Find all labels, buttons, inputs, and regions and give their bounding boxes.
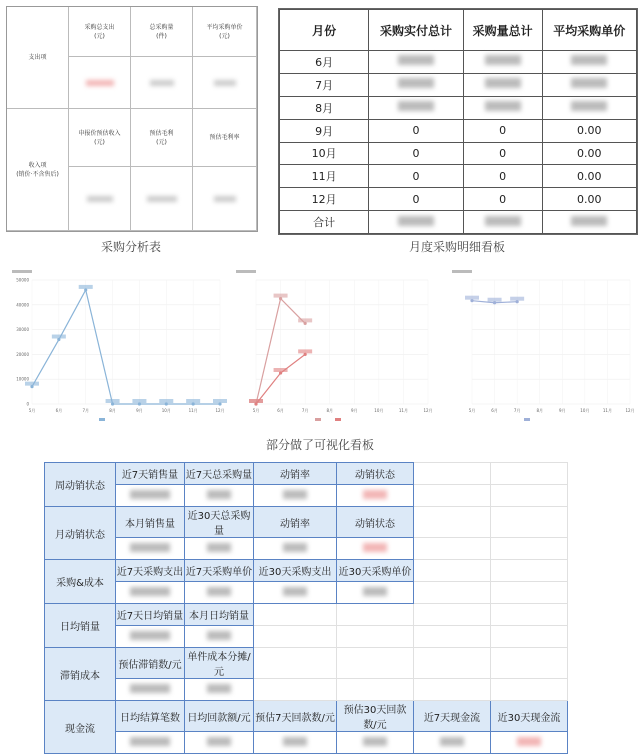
x-tick-label: 10月 [580, 408, 590, 413]
dashboard-row [45, 507, 568, 538]
redacted-value [130, 631, 170, 640]
y-tick-label: 10000 [16, 376, 29, 382]
income-value-profit [131, 167, 193, 231]
dashboard-metric-label: 动销率 [254, 507, 337, 538]
empty-cell [414, 560, 491, 582]
dashboard-metric-label: 近7天现金流 [414, 701, 491, 732]
col-header-month: 月份 [280, 10, 369, 51]
x-tick-label: 5月 [252, 408, 260, 413]
redacted-value [571, 78, 607, 88]
data-label-redacted [249, 399, 263, 403]
chart-title-placeholder [12, 270, 32, 273]
y-tick-label: 50000 [16, 277, 29, 283]
col-header-avg-price: 平均采购单价 [542, 10, 636, 51]
empty-cell [491, 648, 568, 679]
redacted-value [130, 684, 170, 693]
empty-cell [337, 604, 414, 626]
x-tick-label: 11月 [188, 408, 198, 413]
empty-cell [491, 679, 568, 701]
value-cell: 0 [369, 119, 463, 142]
dashboard-metric-value [337, 582, 414, 604]
dashboard-metric-label: 近30天采购支出 [254, 560, 337, 582]
dashboard-metric-value [185, 626, 254, 648]
inventory-dashboard [44, 462, 640, 735]
value-cell: 0 [369, 188, 463, 211]
monthly-row [280, 73, 637, 96]
dashboard-metric-value [116, 626, 185, 648]
value-cell [542, 73, 636, 96]
data-label-redacted [465, 296, 479, 300]
expense-header-total: 采购总支出 (元) [69, 7, 131, 57]
y-tick-label: 0 [26, 401, 29, 407]
expense-value-qty [131, 57, 193, 109]
dashboard-value-row [45, 626, 568, 648]
dashboard-metric-label: 近30天总采购量 [185, 507, 254, 538]
data-label-redacted [488, 298, 502, 302]
redacted-value [207, 490, 231, 499]
dashboard-metric-label: 近7天采购支出 [116, 560, 185, 582]
income-value-margin [193, 167, 257, 231]
x-tick-label: 8月 [109, 408, 116, 413]
redacted-value [130, 543, 170, 552]
dashboard-metric-label: 日均结算笔数 [116, 701, 185, 732]
dashboard-metric-value [116, 582, 185, 604]
dashboard-metric-value [185, 679, 254, 701]
dashboard-row-label: 现金流 [45, 701, 116, 754]
monthly-row [280, 51, 637, 74]
empty-cell [414, 626, 491, 648]
dashboard-metric-label: 预估7天回款数/元 [254, 701, 337, 732]
expense-value-total [69, 57, 131, 109]
redacted-value [207, 587, 231, 596]
expense-row-label: 支出项 [7, 7, 69, 109]
empty-cell [491, 626, 568, 648]
value-cell: 0 [369, 165, 463, 188]
month-cell: 10月 [280, 142, 369, 165]
dashboard-metric-value [116, 679, 185, 701]
dashboard-value-row [45, 679, 568, 701]
empty-cell [414, 485, 491, 507]
empty-cell [414, 648, 491, 679]
x-tick-label: 5月 [468, 408, 476, 413]
dashboard-metric-label: 近7天日均销量 [116, 604, 185, 626]
dashboard-row [45, 701, 568, 732]
dashboard-row [45, 463, 568, 485]
redacted-value [130, 587, 170, 596]
legend-swatch [315, 418, 321, 421]
empty-cell [414, 538, 491, 560]
empty-cell [337, 626, 414, 648]
redacted-value [283, 543, 307, 552]
value-cell: 0 [463, 188, 542, 211]
chart-title-placeholder [452, 270, 472, 273]
dashboard-metric-value [116, 538, 185, 560]
month-cell: 8月 [280, 96, 369, 119]
empty-cell [491, 582, 568, 604]
dashboard-metric-value [185, 485, 254, 507]
monthly-header-row [280, 10, 637, 51]
x-tick-label: 7月 [301, 408, 309, 413]
legend-swatch [335, 418, 341, 421]
dashboard-metric-value [116, 732, 185, 754]
dashboard-metric-label: 近7天总采购量 [185, 463, 254, 485]
empty-cell [414, 604, 491, 626]
redacted-value [207, 737, 231, 746]
redacted-value [517, 737, 541, 746]
data-label-redacted [106, 399, 120, 403]
dashboard-metric-label: 近7天采购单价 [185, 560, 254, 582]
redacted-value [283, 490, 307, 499]
monthly-row [280, 142, 637, 165]
empty-cell [337, 648, 414, 679]
empty-cell [254, 626, 337, 648]
empty-cell [254, 604, 337, 626]
income-row-label: 收入项 (销价·不含售后) [7, 109, 69, 231]
dashboard-metric-value [254, 485, 337, 507]
expense-value-unit-price [193, 57, 257, 109]
dashboard-value-row [45, 582, 568, 604]
redacted-value [363, 737, 387, 746]
total-value [369, 211, 463, 234]
month-cell: 11月 [280, 165, 369, 188]
dashboard-metric-value [414, 732, 491, 754]
value-cell [369, 73, 463, 96]
dashboard-value-row [45, 538, 568, 560]
monthly-row [280, 165, 637, 188]
x-tick-label: 6月 [55, 408, 63, 413]
dashboard-row [45, 560, 568, 582]
redacted-value [207, 543, 231, 552]
x-tick-label: 5月 [28, 408, 36, 413]
income-header-revenue: 申报价预估收入 (元) [69, 109, 131, 167]
redacted-value [571, 101, 607, 111]
empty-cell [414, 679, 491, 701]
data-label-redacted [186, 399, 200, 403]
value-cell [463, 51, 542, 74]
dashboard-metric-label: 近30天采购单价 [337, 560, 414, 582]
expense-header-qty: 总采购量 (件) [131, 7, 193, 57]
value-cell [542, 51, 636, 74]
redacted-value [485, 216, 521, 226]
y-tick-label: 40000 [16, 302, 29, 308]
value-cell: 0 [463, 119, 542, 142]
month-cell: 7月 [280, 73, 369, 96]
income-header-profit: 预估毛利 (元) [131, 109, 193, 167]
expense-header-unit-price: 平均采购单价 (元) [193, 7, 257, 57]
value-cell [542, 96, 636, 119]
value-cell: 0.00 [542, 188, 636, 211]
redacted-value [130, 737, 170, 746]
total-value [542, 211, 636, 234]
redacted-value [571, 55, 607, 65]
value-cell: 0.00 [542, 119, 636, 142]
charts-caption: 部分做了可视化看板 [265, 438, 374, 452]
legend-swatch [99, 418, 105, 421]
chart-title-placeholder [236, 270, 256, 273]
x-tick-label: 12月 [625, 408, 635, 413]
value-cell: 0 [463, 142, 542, 165]
total-value [463, 211, 542, 234]
x-tick-label: 8月 [326, 408, 333, 413]
y-tick-label: 30000 [16, 327, 29, 333]
redacted-value [363, 490, 387, 499]
data-label-redacted [79, 285, 93, 289]
redacted-value [130, 490, 170, 499]
dashboard-metric-label: 预估滞销数/元 [116, 648, 185, 679]
dashboard-metric-label: 日均回款额/元 [185, 701, 254, 732]
col-header-paid-total: 采购实付总计 [369, 10, 463, 51]
value-cell: 0 [463, 165, 542, 188]
x-tick-label: 7月 [513, 408, 521, 413]
data-label-redacted [25, 382, 39, 386]
monthly-row [280, 119, 637, 142]
month-cell: 12月 [280, 188, 369, 211]
redacted-value [283, 587, 307, 596]
x-tick-label: 6月 [491, 408, 498, 413]
income-value-revenue [69, 167, 131, 231]
dashboard-metric-value [185, 582, 254, 604]
dashboard-row-label: 滞销成本 [45, 648, 116, 701]
x-tick-label: 12月 [423, 408, 433, 413]
dashboard-metric-label: 预估30天回款数/元 [337, 701, 414, 732]
dashboard-metric-value [337, 485, 414, 507]
chart-margin-trend [230, 264, 436, 426]
value-cell [369, 96, 463, 119]
data-label-redacted [213, 399, 227, 403]
dashboard-row-label: 采购&成本 [45, 560, 116, 604]
dashboard-metric-label: 近7天销售量 [116, 463, 185, 485]
chart-background [446, 264, 638, 426]
value-cell [463, 73, 542, 96]
value-cell: 0.00 [542, 142, 636, 165]
monthly-total-row [280, 211, 637, 234]
col-header-qty-total: 采购量总计 [463, 10, 542, 51]
total-label: 合计 [280, 211, 369, 234]
data-label-redacted [274, 294, 288, 298]
empty-cell [491, 463, 568, 485]
y-tick-label: 20000 [16, 351, 29, 357]
dashboard-value-row [45, 485, 568, 507]
dashboard-value-row [45, 732, 568, 754]
x-tick-label: 9月 [559, 408, 566, 413]
monthly-row [280, 188, 637, 211]
data-label-redacted [510, 297, 524, 301]
x-tick-label: 6月 [277, 408, 284, 413]
data-label-redacted [132, 399, 146, 403]
redacted-value [440, 737, 464, 746]
dashboard-metric-value [185, 732, 254, 754]
dashboard-metric-label: 近30天现金流 [491, 701, 568, 732]
redacted-value [571, 216, 607, 226]
monthly-row [280, 96, 637, 119]
value-cell: 0 [369, 142, 463, 165]
x-tick-label: 10月 [161, 408, 171, 413]
x-tick-label: 10月 [374, 408, 384, 413]
dashboard-metric-label: 本月销售量 [116, 507, 185, 538]
dashboard-metric-label: 单件成本分摊/元 [185, 648, 254, 679]
empty-cell [414, 463, 491, 485]
empty-cell [491, 604, 568, 626]
redacted-value [398, 55, 434, 65]
data-label-redacted [159, 399, 173, 403]
dashboard-metric-value [491, 732, 568, 754]
dashboard-metric-value [337, 732, 414, 754]
chart-revenue-trend [6, 264, 228, 426]
empty-cell [491, 485, 568, 507]
x-tick-label: 7月 [82, 408, 89, 413]
monthly-detail-table [278, 8, 638, 235]
dashboard-row [45, 648, 568, 679]
redacted-value [398, 78, 434, 88]
month-cell: 9月 [280, 119, 369, 142]
dashboard-metric-value [254, 582, 337, 604]
dashboard-metric-value [254, 538, 337, 560]
chart-ratio-trend [446, 264, 638, 426]
value-cell [463, 96, 542, 119]
redacted-value [485, 55, 521, 65]
dashboard-metric-label: 动销状态 [337, 507, 414, 538]
dashboard-metric-label: 动销率 [254, 463, 337, 485]
dashboard-row [45, 604, 568, 626]
x-tick-label: 12月 [215, 408, 225, 413]
redacted-value [398, 216, 434, 226]
dashboard-metric-value [116, 485, 185, 507]
data-label-redacted [52, 335, 66, 339]
data-label-redacted [274, 368, 288, 372]
redacted-value [207, 684, 231, 693]
value-cell [369, 51, 463, 74]
redacted-value [363, 543, 387, 552]
dashboard-row-label: 周动销状态 [45, 463, 116, 507]
redacted-value [398, 101, 434, 111]
redacted-value [207, 631, 231, 640]
x-tick-label: 8月 [536, 408, 543, 413]
dashboard-metric-label: 本月日均销量 [185, 604, 254, 626]
legend-swatch [524, 418, 530, 421]
monthly-caption: 月度采购明细看板 [408, 240, 505, 254]
redacted-value [485, 78, 521, 88]
summary-caption: 采购分析表 [100, 240, 161, 254]
x-tick-label: 9月 [351, 408, 358, 413]
x-tick-label: 11月 [602, 408, 612, 413]
procurement-analysis-table [6, 6, 258, 232]
empty-cell [491, 560, 568, 582]
empty-cell [337, 679, 414, 701]
dashboard-metric-value [337, 538, 414, 560]
value-cell: 0.00 [542, 165, 636, 188]
empty-cell [491, 507, 568, 538]
redacted-value [485, 101, 521, 111]
income-header-margin: 预估毛利率 [193, 109, 257, 167]
empty-cell [491, 538, 568, 560]
dashboard-metric-value [185, 538, 254, 560]
empty-cell [254, 648, 337, 679]
data-label-redacted [298, 318, 312, 322]
redacted-value [363, 587, 387, 596]
month-cell: 6月 [280, 51, 369, 74]
x-tick-label: 11月 [398, 408, 408, 413]
redacted-value [283, 737, 307, 746]
dashboard-metric-label: 动销状态 [337, 463, 414, 485]
empty-cell [254, 679, 337, 701]
data-label-redacted [298, 349, 312, 353]
dashboard-row-label: 日均销量 [45, 604, 116, 648]
dashboard-row-label: 月动销状态 [45, 507, 116, 560]
x-tick-label: 9月 [136, 408, 143, 413]
empty-cell [414, 507, 491, 538]
empty-cell [414, 582, 491, 604]
dashboard-metric-value [254, 732, 337, 754]
